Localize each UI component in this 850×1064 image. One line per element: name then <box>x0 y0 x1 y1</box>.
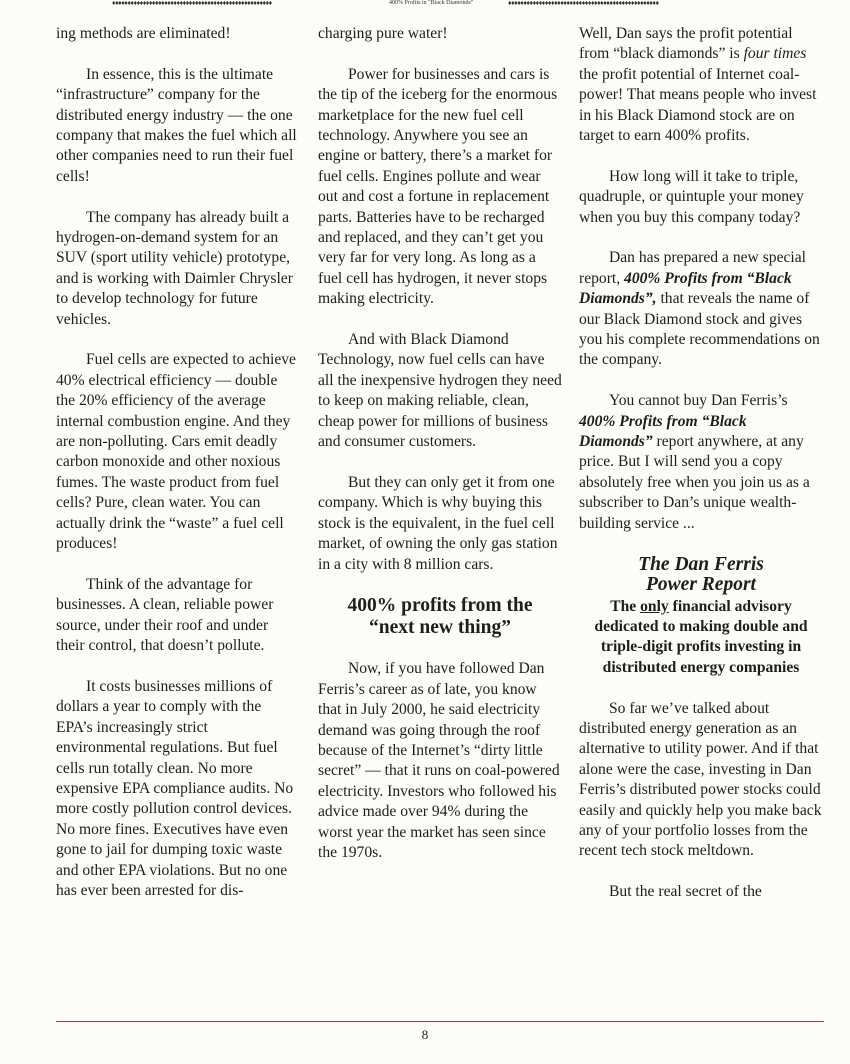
text-run: Well, Dan says the profit potential from “black diamonds” is <box>579 25 793 63</box>
paragraph <box>579 391 823 534</box>
promo-title-line-1: The Dan Ferris <box>638 553 764 575</box>
footer-rule <box>56 1021 824 1022</box>
column-3 <box>579 24 823 923</box>
text-run: The <box>610 597 641 615</box>
report-title: 400% Profits from “Black Diamonds” <box>579 412 747 451</box>
paragraph: So far we’ve talked about distributed energy generation as an alternative to utility power. And if that alone were the case, investing in Dan Ferris’s distributed power stocks could easily and quickly help you make back any of your portfolio losses from the recent tech stock meltdown. <box>579 699 822 860</box>
text-run: You cannot buy Dan Ferris’s <box>609 392 788 410</box>
text-run: the profit potential of Internet coal-power! That means people who invest in his Black Diamond stock are on target to earn 400% profits. <box>579 65 817 145</box>
promo-tagline <box>579 597 823 679</box>
promo-title-line-2: Power Report <box>646 573 756 595</box>
running-header <box>0 0 850 10</box>
paragraph <box>579 24 823 146</box>
paragraph: charging pure water! <box>318 25 448 42</box>
paragraph: In essence, this is the ultimate “infrastructure” company for the distributed energy industry — the one company that makes the fuel which all other companies need to run their fuel cells! <box>56 65 297 185</box>
column-2 <box>318 24 562 884</box>
subhead-line-1: 400% profits from the <box>347 595 533 617</box>
paragraph: Now, if you have followed Dan Ferris’s career as of late, you know that in July 2000, he said electricity demand was going through the roof because of the Internet’s “dirty little secret” — that it runs on coal-powered electricity. Investors who followed his advice made over 94% during the worst year the market has seen since the 1970s. <box>318 660 560 861</box>
paragraph: It costs businesses millions of dollars a year to comply with the EPA’s increasingly strict environmental regulations. But fuel cells run totally clean. No more expensive EPA compliance audits. No more costly pollution control devices. No more fines. Executives have even gone to jail for dumping toxic waste and other EPA violations. But no one has ever been arrested for dis- <box>56 677 294 899</box>
paragraph: How long will it take to triple, quadruple, or quintuple your money when you buy this company today? <box>579 167 804 226</box>
text-run: that reveals the name of our Black Diamond stock and gives you his complete recommendations on the company. <box>579 290 820 369</box>
header-ornament-left: ♦♦♦♦♦♦♦♦♦♦♦♦♦♦♦♦♦♦♦♦♦♦♦♦♦♦♦♦♦♦♦♦♦♦♦♦♦♦♦♦♦♦♦♦♦♦♦♦♦♦♦♦ <box>112 0 272 7</box>
paragraph: Think of the advantage for businesses. A clean, reliable power source, under their roof and under their control, that doesn’t pollute. <box>56 575 274 655</box>
header-ornament-right: ♦♦♦♦♦♦♦♦♦♦♦♦♦♦♦♦♦♦♦♦♦♦♦♦♦♦♦♦♦♦♦♦♦♦♦♦♦♦♦♦♦♦♦♦♦♦♦♦♦ <box>508 0 659 7</box>
paragraph: But the real secret of the <box>609 883 762 901</box>
promo-title <box>579 555 823 595</box>
section-subhead <box>318 595 562 639</box>
paragraph: ing methods are eliminated! <box>56 25 231 42</box>
paragraph: The company has already built a hydrogen-on-demand system for an SUV (sport utility vehicle) prototype, and is working with Daimler Chrysler to develop technology for future vehicles. <box>56 208 293 328</box>
page-number: 8 <box>421 1027 429 1042</box>
paragraph: And with Black Diamond Technology, now fuel cells can have all the inexpensive hydrogen they need to keep on making reliable, clean, cheap power for millions of business and consumer customers. <box>318 331 562 451</box>
report-title: 400% Profits from “Black Diamonds”, <box>579 269 792 308</box>
text-run: Dan has prepared a new special report, <box>579 249 806 287</box>
text-run: financial advisory dedicated to making double and triple-digit profits investing in distributed energy companies <box>594 597 808 676</box>
paragraph <box>579 248 823 370</box>
promo-box <box>579 555 823 679</box>
paragraph: But they can only get it from one company. Which is why buying this stock is the equivalent, in the fuel cell market, of owning the only gas station in a city with 8 million cars. <box>318 473 558 573</box>
column-1 <box>56 24 300 922</box>
text-run: report anywhere, at any price. But I will send you a copy absolutely free when you join us as a subscriber to Dan’s unique wealth-building service ... <box>579 433 810 532</box>
paragraph: Power for businesses and cars is the tip of the iceberg for the enormous marketplace for the new fuel cell technology. Anywhere you see an engine or battery, there’s a market for fuel cells. Engines pollute and wear out and cost a fortune in replacement parts. Batteries have to be recharged and replaced, and they can’t get you very far for very long. As long as a fuel cell has hydrogen, it never stops making electricity. <box>318 65 558 308</box>
header-title: 400% Profits in "Black Diamonds" <box>389 0 474 6</box>
subhead-line-2: “next new thing” <box>369 617 511 639</box>
paragraph: Fuel cells are expected to achieve 40% electrical efficiency — double the 20% efficiency of the average internal combustion engine. And they are non-polluting. Cars emit deadly carbon monoxide and other noxious fumes. The waste product from fuel cells? Pure, clean water. You can actually drink the “waste” a fuel cell produces! <box>56 351 296 553</box>
emphasis: four times <box>743 45 807 63</box>
underlined-word: only <box>640 597 669 615</box>
